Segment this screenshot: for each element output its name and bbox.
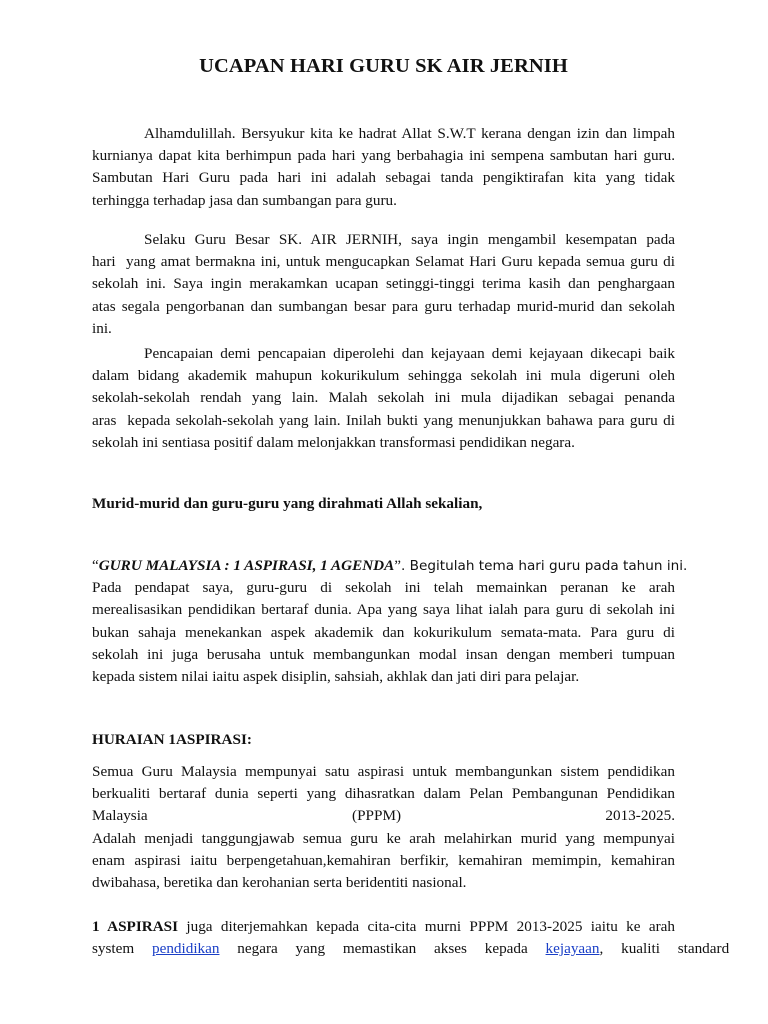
text-line: kepada sistem nilai iaitu aspek disiplin, sahsiah, akhlak dan jati diri para pelajar. [92, 668, 580, 686]
paragraph-aspirasi [92, 761, 675, 894]
open-quote: “ [92, 557, 99, 574]
text-line: Pencapaian demi pencapaian diperolehi dan kejayaan demi kejayaan dikecapi baik [144, 345, 675, 362]
theme-title: GURU MALAYSIA : 1 ASPIRASI, 1 AGENDA [98, 557, 395, 574]
text-line [92, 938, 730, 960]
text-line: berkualiti bertaraf dunia seperti yang dihasratkan dalam Pelan Pembangunan Pendidikan [92, 785, 675, 803]
text-line: enam aspirasi iaitu berpengetahuan,kemahiran berfikir, kemahiran memimpin, kemahiran [92, 851, 675, 869]
text-line: aras kepada sekolah-sekolah yang lain. Inilah bukti yang menunjukkan bahawa para guru di [92, 411, 675, 429]
text-line: sekolah ini sentiasa positif dalam melonjakkan transformasi pendidikan negara. [92, 433, 575, 451]
theme-tail: . Begitulah tema hari guru pada tahun ini. [401, 558, 688, 574]
text-line: ini. [92, 319, 112, 337]
theme-line [92, 555, 688, 577]
text-line: Malaysia (PPPM) 2013-2025. [92, 807, 675, 825]
text-line: kurnianya dapat kita berhimpun pada hari yang berbahagia ini sempena sambutan hari guru. [92, 147, 675, 165]
text-line: terhingga terhadap jasa dan sumbangan para guru. [92, 191, 397, 209]
text-line: dwibahasa, beretika dan kerohanian serta beridentiti nasional. [92, 874, 467, 892]
page-title: UCAPAN HARI GURU SK AIR JERNIH [199, 55, 568, 77]
text-line: sekolah-sekolah rendah yang lain. Malah sekolah ini mula dijadikan sebagai penanda [92, 389, 675, 407]
link-kejayaan[interactable]: kejayaan [545, 940, 600, 958]
section-heading-aspirasi [92, 729, 675, 751]
text-line: Semua Guru Malaysia mempunyai satu aspirasi untuk membangunkan sistem pendidikan [92, 763, 675, 780]
paragraph-achievements [92, 343, 675, 454]
text-line: Murid-murid dan guru-guru yang dirahmati Allah sekalian, [92, 495, 483, 512]
text-line: Pada pendapat saya, guru-guru di sekolah ini telah memainkan peranan ke arah [92, 579, 675, 597]
close-quote: ” [394, 557, 402, 574]
text-run: negara yang memastikan akses kepada [219, 940, 546, 958]
paragraph-pppm [92, 916, 730, 960]
paragraph-intro [92, 123, 675, 212]
text-line: sekolah ini juga berusaha untuk membangunkan modal insan dengan memberi tumpuan [92, 645, 675, 663]
text-line: HURAIAN 1ASPIRASI: [92, 731, 252, 748]
text-line: hari yang amat bermakna ini, untuk mengucapkan Selamat Hari Guru kepada semua guru di [92, 253, 675, 271]
text-line: Selaku Guru Besar SK. AIR JERNIH, saya ingin mengambil kesempatan pada [144, 231, 675, 248]
aspirasi-bold: 1 ASPIRASI [92, 918, 179, 935]
paragraph-theme [92, 555, 688, 688]
text-line [92, 916, 675, 938]
text-line: Sambutan Hari Guru pada hari ini adalah sebagai tanda pengiktirafan kita yang tidak [92, 169, 675, 187]
greeting-heading [92, 493, 675, 515]
text-run: system [92, 940, 152, 958]
text-run: juga diterjemahkan kepada cita-cita murni PPPM 2013-2025 iaitu ke arah [178, 918, 676, 935]
text-line: Adalah menjadi tanggungjawab semua guru ke arah melahirkan murid yang mempunyai [92, 829, 675, 847]
text-line: dalam bidang akademik mahupun kokurikulum sehingga sekolah ini mula digeruni oleh [92, 367, 675, 385]
text-line: atas segala pengorbanan dan sumbangan besar para guru terhadap murid-murid dan sekolah [92, 297, 675, 315]
link-pendidikan[interactable]: pendidikan [152, 940, 220, 958]
paragraph-headmaster [92, 229, 675, 340]
text-run: , kualiti standard [599, 940, 730, 958]
text-line: Alhamdulillah. Bersyukur kita ke hadrat Allat S.W.T kerana dengan izin dan limpah [144, 125, 675, 142]
text-line: sekolah ini. Saya ingin merakamkan ucapan setinggi-tinggi terima kasih dan penghargaan [92, 275, 675, 293]
text-line: merealisasikan pendidikan bertaraf dunia. Apa yang saya lihat ialah para guru di sekolah ini [92, 601, 675, 619]
text-line: bukan sahaja menekankan aspek akademik dan kokurikulum semata-mata. Para guru di [92, 623, 675, 641]
